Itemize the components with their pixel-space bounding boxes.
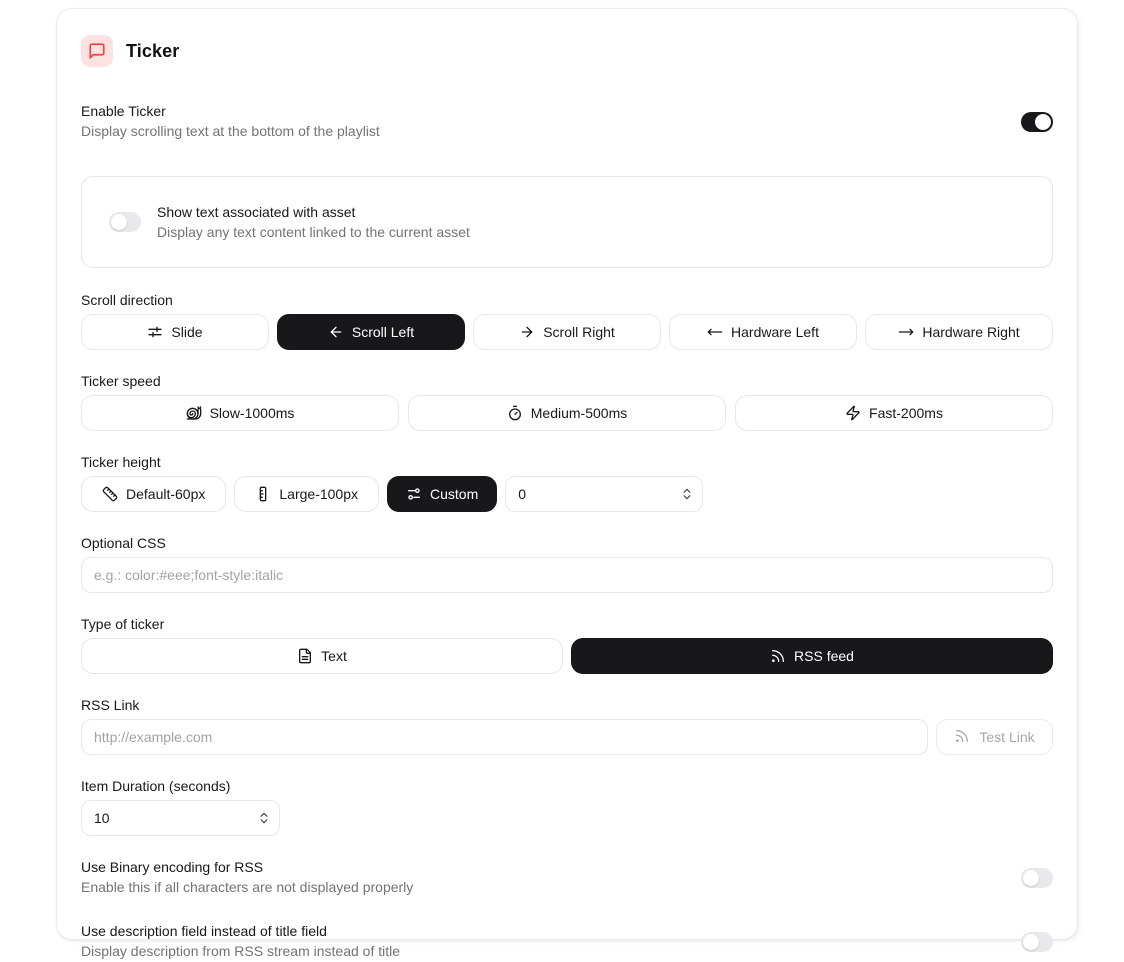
ticker-height-large-button[interactable] <box>234 476 379 512</box>
scroll-direction-hardware-left-button[interactable] <box>669 314 857 350</box>
ticker-type-options <box>81 638 1053 674</box>
card-header <box>81 35 1053 67</box>
toggle-knob <box>1023 870 1039 886</box>
move-left-icon <box>707 324 723 340</box>
button-label: Large-100px <box>279 486 359 502</box>
binary-encoding-description: Enable this if all characters are not displayed properly <box>81 879 414 895</box>
description-field-description: Display description from RSS stream instead of title <box>81 943 401 959</box>
button-label: Fast-200ms <box>869 405 943 421</box>
scroll-direction-scroll-right-button[interactable] <box>473 314 661 350</box>
timer-icon <box>507 405 523 421</box>
message-square-icon <box>81 35 113 67</box>
ticker-height-custom-button[interactable] <box>387 476 497 512</box>
enable-ticker-label: Enable Ticker <box>81 103 166 119</box>
ticker-speed-slow-button[interactable] <box>81 395 399 431</box>
toggle-knob <box>1035 114 1051 130</box>
ticker-settings-card <box>56 8 1078 959</box>
ticker-type-section <box>81 614 1053 674</box>
button-label: Scroll Left <box>351 324 415 340</box>
scroll-direction-hardware-right-button[interactable] <box>865 314 1053 350</box>
rss-icon <box>954 728 970 747</box>
button-label: RSS feed <box>794 648 854 664</box>
item-duration-input-wrap <box>81 800 280 836</box>
ticker-height-options <box>81 476 1053 512</box>
rss-link-input-wrap <box>81 719 928 755</box>
optional-css-input[interactable] <box>81 557 1053 593</box>
button-label: Text <box>321 648 347 664</box>
test-link-button[interactable] <box>936 719 1053 755</box>
enable-ticker-row <box>81 101 1053 142</box>
asset-text-content <box>157 202 470 243</box>
move-right-icon <box>898 324 914 340</box>
optional-css-section <box>81 533 1053 593</box>
asset-text-toggle[interactable] <box>109 212 141 232</box>
enable-ticker-toggle[interactable] <box>1021 112 1053 132</box>
sliders-icon <box>147 324 163 340</box>
scroll-direction-section <box>81 290 1053 350</box>
ruler-icon <box>102 486 118 502</box>
settings-sliders-icon <box>406 486 422 502</box>
rss-link-input[interactable] <box>81 719 928 755</box>
button-label: Custom <box>430 486 479 502</box>
arrow-right-icon <box>519 324 535 340</box>
button-label: Slow-1000ms <box>209 405 295 421</box>
rss-link-label: RSS Link <box>81 697 140 713</box>
asset-text-label: Show text associated with asset <box>157 203 356 220</box>
ticker-type-rss-button[interactable] <box>571 638 1053 674</box>
custom-height-input[interactable] <box>505 476 703 512</box>
file-text-icon <box>297 648 313 664</box>
scroll-direction-scroll-left-button[interactable] <box>277 314 465 350</box>
asset-text-box <box>81 176 1053 268</box>
rss-icon <box>770 648 786 664</box>
ticker-speed-options <box>81 395 1053 431</box>
binary-encoding-text <box>81 857 413 898</box>
ticker-height-section <box>81 452 1053 512</box>
zap-icon <box>845 405 861 421</box>
button-label: Default-60px <box>126 486 206 502</box>
chevrons-up-down-icon[interactable] <box>257 811 271 825</box>
rss-link-section <box>81 695 1053 755</box>
description-field-text <box>81 921 400 962</box>
item-duration-input[interactable] <box>81 800 280 836</box>
description-field-label: Use description field instead of title field <box>81 923 327 939</box>
binary-encoding-label: Use Binary encoding for RSS <box>81 859 264 875</box>
chevrons-up-down-icon[interactable] <box>680 487 694 501</box>
button-label: Scroll Right <box>543 324 615 340</box>
ticker-speed-fast-button[interactable] <box>735 395 1053 431</box>
description-field-row <box>81 921 1053 962</box>
ticker-type-text-button[interactable] <box>81 638 563 674</box>
snail-icon <box>186 405 202 421</box>
optional-css-label: Optional CSS <box>81 535 166 551</box>
asset-text-description: Display any text content linked to the current asset <box>157 223 470 240</box>
enable-ticker-description: Display scrolling text at the bottom of the playlist <box>81 123 380 139</box>
ticker-type-label: Type of ticker <box>81 616 165 632</box>
button-label: Medium-500ms <box>530 405 628 421</box>
scroll-direction-slide-button[interactable] <box>81 314 269 350</box>
binary-encoding-toggle[interactable] <box>1021 868 1053 888</box>
enable-ticker-text <box>81 101 380 142</box>
ticker-speed-label: Ticker speed <box>81 373 161 389</box>
toggle-knob <box>1023 934 1039 950</box>
rss-link-row <box>81 719 1053 755</box>
ticker-speed-medium-button[interactable] <box>408 395 726 431</box>
button-label: Slide <box>171 324 203 340</box>
arrow-left-icon <box>328 324 344 340</box>
item-duration-label: Item Duration (seconds) <box>81 778 231 794</box>
vertical-ruler-icon <box>255 486 271 502</box>
binary-encoding-row <box>81 857 1053 898</box>
ticker-height-label: Ticker height <box>81 454 161 470</box>
button-label: Hardware Right <box>922 324 1020 340</box>
item-duration-section <box>81 776 1053 836</box>
toggle-knob <box>111 214 127 230</box>
page-title: Ticker <box>126 40 180 61</box>
custom-height-input-wrap <box>505 476 703 512</box>
scroll-direction-options <box>81 314 1053 350</box>
button-label: Hardware Left <box>731 324 819 340</box>
ticker-speed-section <box>81 371 1053 431</box>
button-label: Test Link <box>979 729 1035 745</box>
ticker-height-default-button[interactable] <box>81 476 226 512</box>
scroll-direction-label: Scroll direction <box>81 292 173 308</box>
description-field-toggle[interactable] <box>1021 932 1053 952</box>
